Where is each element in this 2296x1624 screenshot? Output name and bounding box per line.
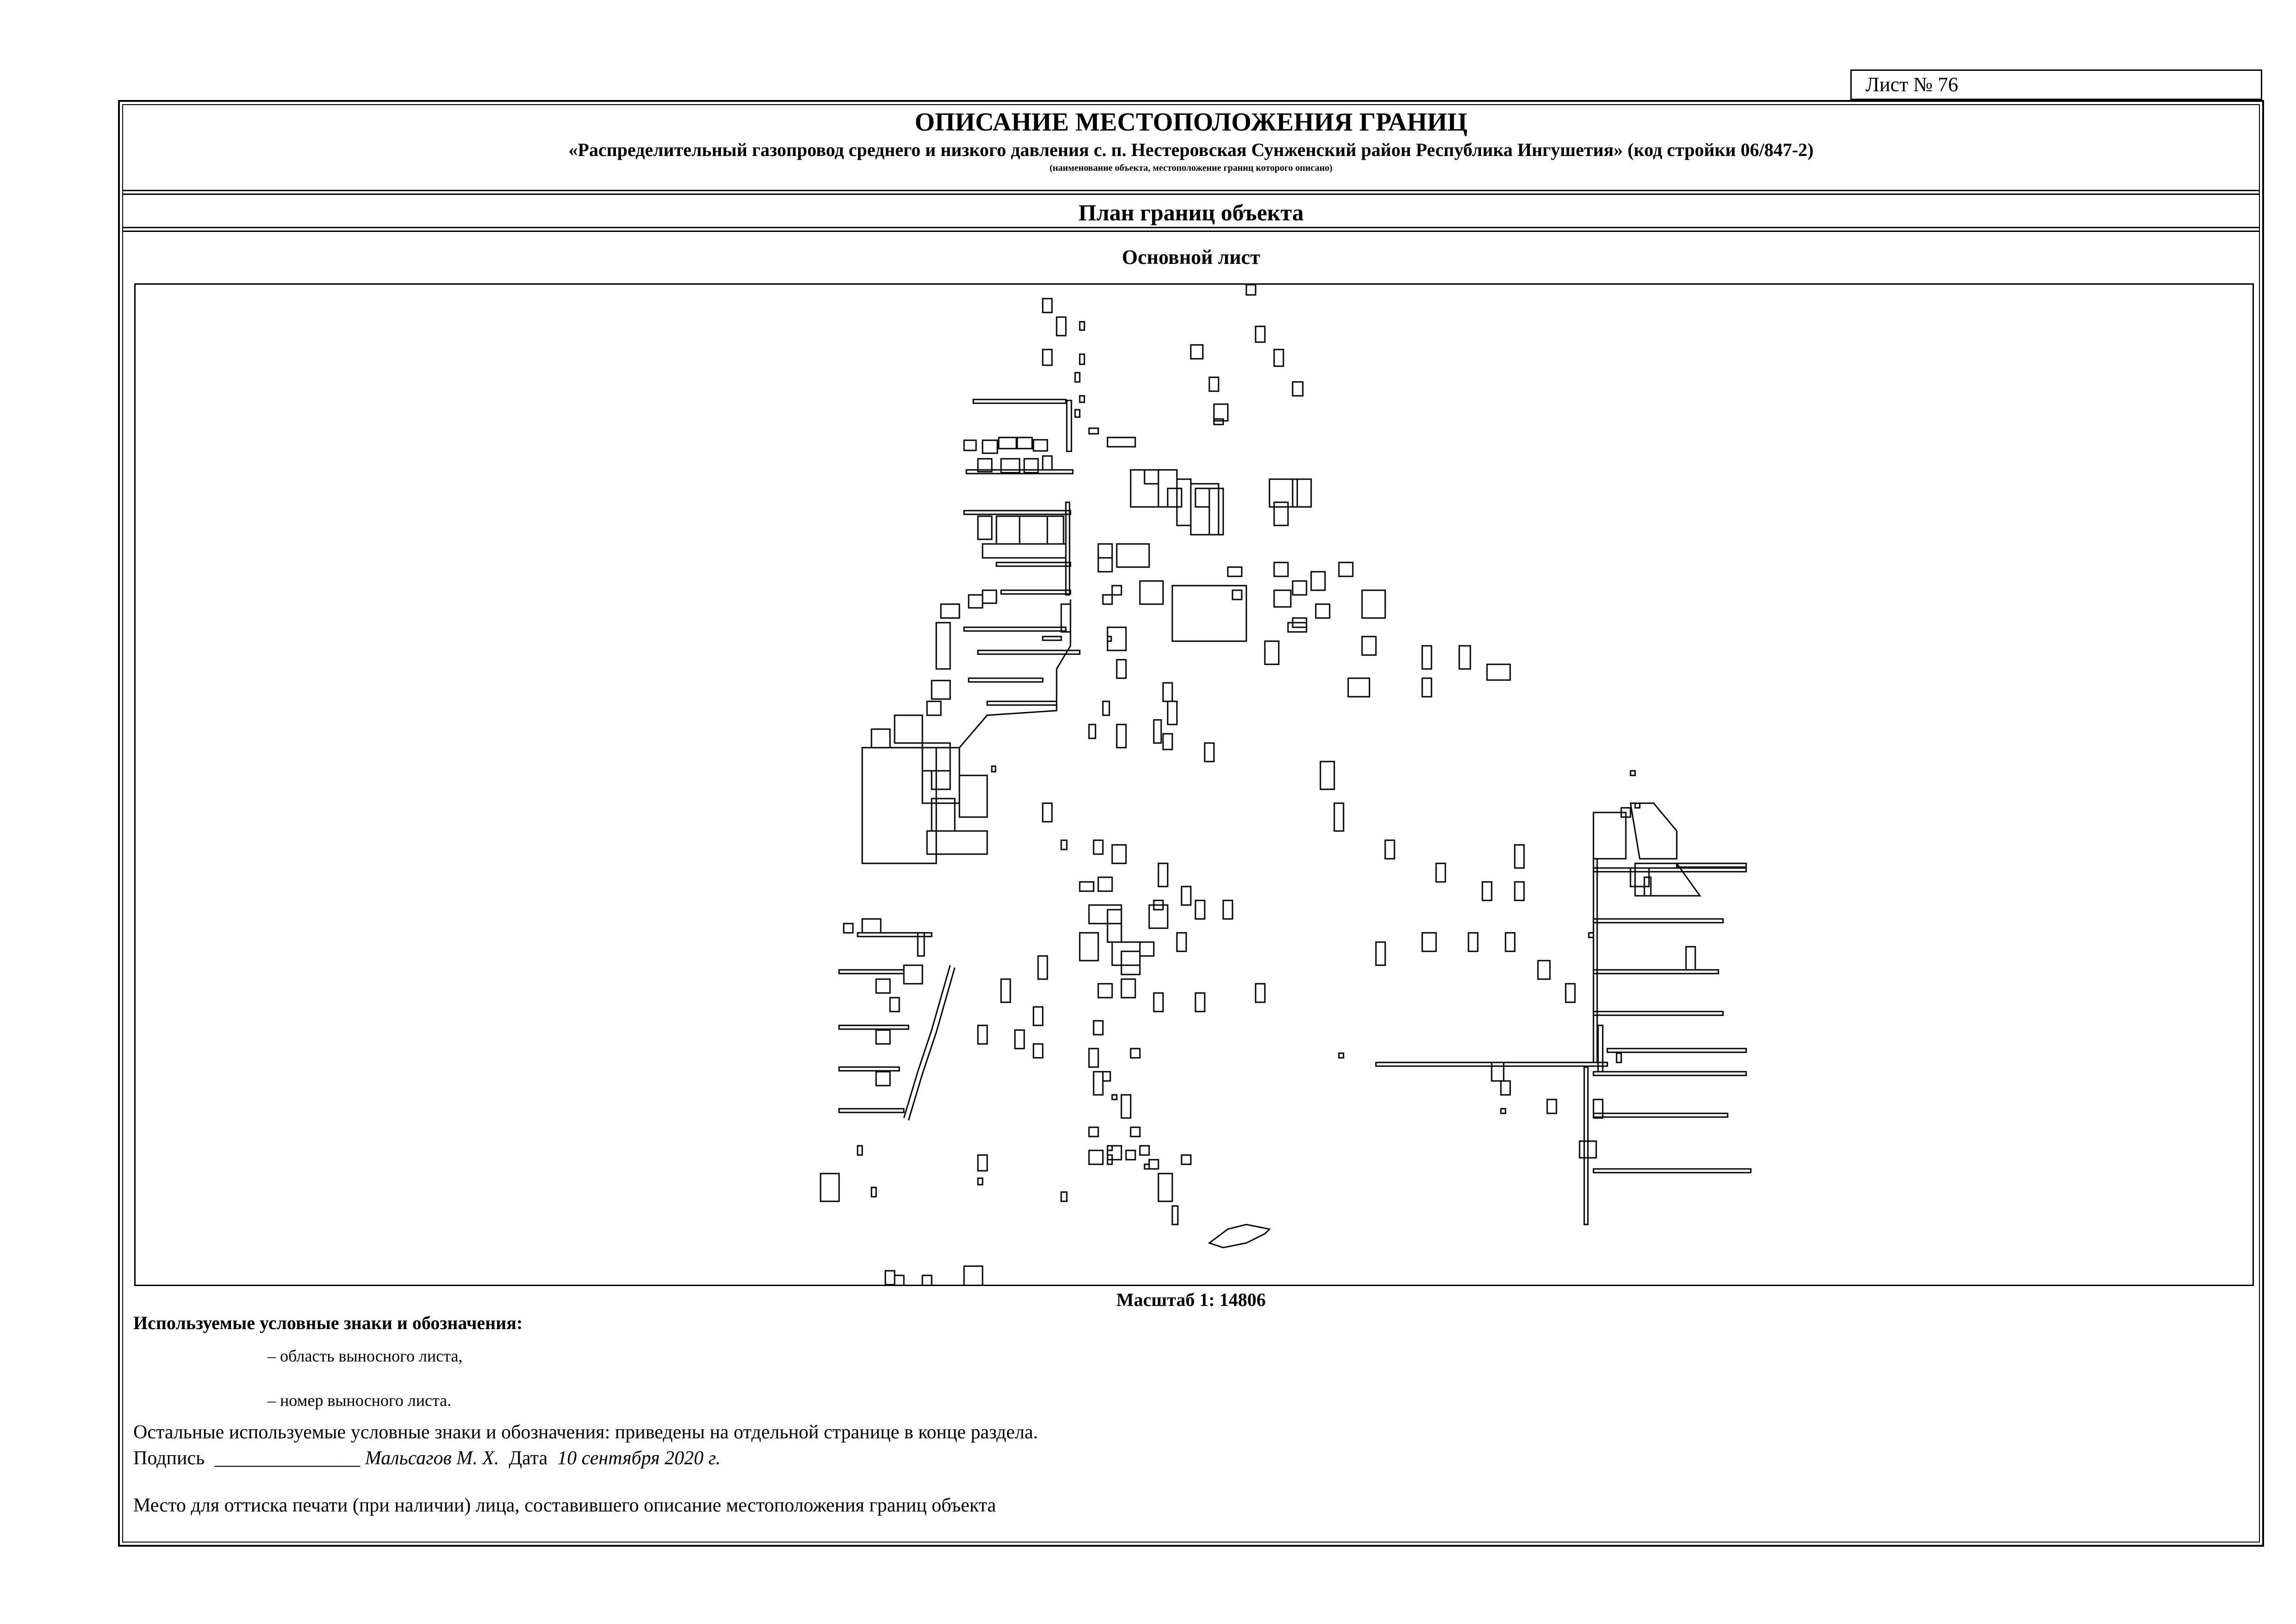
plan-title: План границ объекта [1078,200,1304,225]
signer-name: Мальсагов М. Х. [365,1448,499,1469]
sheet-number: Лист № 76 [1850,69,2262,100]
object-name: «Распределительный газопровод среднего и низкого давления с. п. Нестеровская Сунженский район Республика Ингушетия» (код стройки 06/847-2) [568,139,1814,160]
plan-divider [122,227,2260,228]
map-drawing [136,285,2254,1286]
street-northwest-1 [973,400,1071,451]
plan-divider-double [122,231,2260,232]
main-sheet-label: Основной лист [1122,246,1260,269]
boundary-map [134,283,2254,1286]
map-scale: Масштаб 1: 14806 [1116,1289,1266,1310]
legend-item-callout-number: – номер выносного листа. [268,1391,452,1410]
seal-note: Место для оттиска печати (при наличии) лица, составившего описание местоположения границ объекта [133,1495,996,1516]
signature-blank: _______________ [214,1448,361,1469]
legend-title: Используемые условные знаки и обозначения: [133,1312,523,1333]
signature-line [133,1447,721,1469]
date-label: Дата [509,1448,548,1469]
other-signs-note: Остальные используемые условные знаки и обозначения: приведены на отдельной странице в конце раздела. [133,1422,1038,1443]
document-title: ОПИСАНИЕ МЕСТОПОЛОЖЕНИЯ ГРАНИЦ [915,108,1468,137]
header-divider [122,190,2260,191]
sign-date: 10 сентября 2020 г. [557,1448,721,1469]
header-divider-double [122,194,2260,195]
legend-item-callout-area: – область выносного листа, [268,1347,463,1365]
object-caption: (наименование объекта, местоположение границ которого описано) [1049,163,1333,173]
signature-label: Подпись [133,1448,205,1469]
